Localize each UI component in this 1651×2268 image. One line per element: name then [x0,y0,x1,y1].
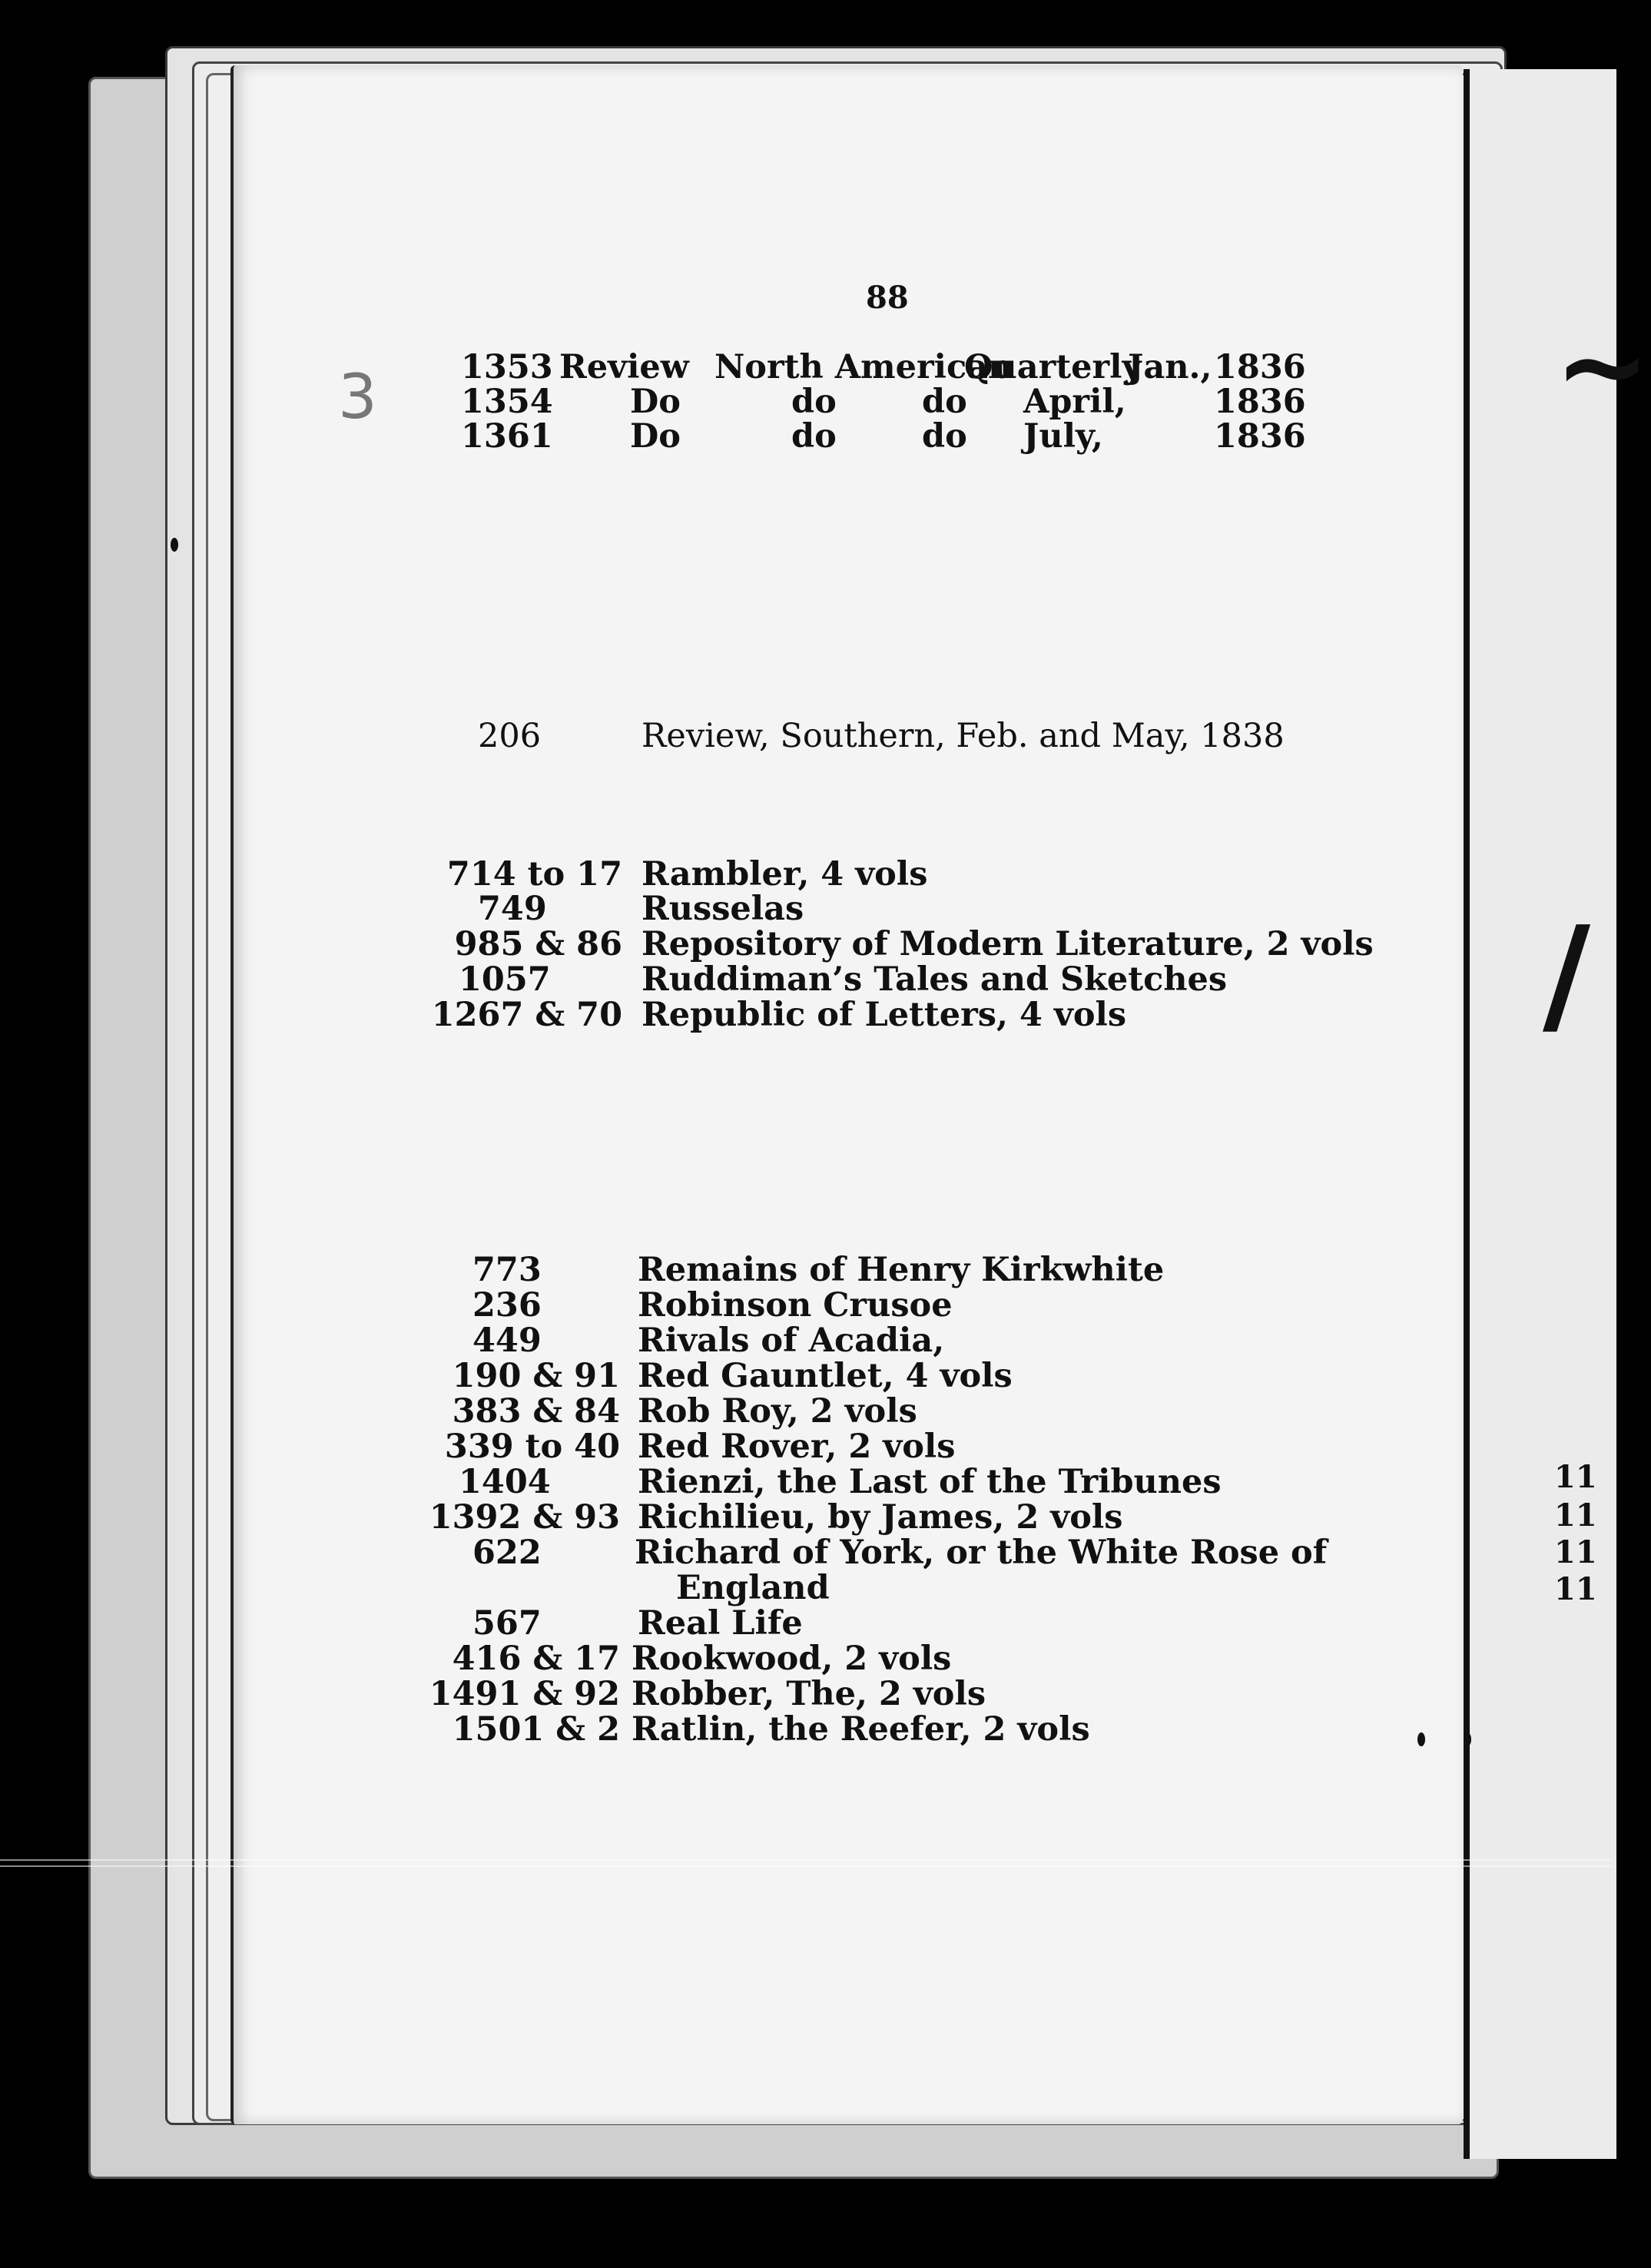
entry-number: 749 [478,890,547,928]
entry-number: 985 & 86 [454,925,622,963]
entry-title: Ratlin, the Reefer, 2 vols [632,1710,1090,1749]
entry-title: Rienzi, the Last of the Tribunes [638,1463,1222,1501]
entry-col-4: April, [1023,383,1126,421]
entry-title: Red Rover, 2 vols [638,1427,956,1466]
entry-title: England [676,1569,830,1607]
entry-number: 1392 & 93 [429,1498,620,1537]
entry-number: 449 [472,1321,542,1360]
scan-artifact [0,1859,1610,1861]
entry-number: 190 & 91 [452,1357,620,1395]
entry-number: 339 to 40 [444,1427,620,1466]
facing-margin-number: 11 [1554,1459,1597,1495]
entry-number: 1404 [459,1463,551,1501]
entry-number: 236 [472,1286,542,1325]
handwritten-mark: / [1543,899,1591,1051]
entry-number: 383 & 84 [452,1392,620,1431]
binding-mark [1417,1732,1425,1746]
entry-title: Remains of Henry Kirkwhite [638,1251,1165,1289]
entry-col-5: 1836 [1214,348,1306,386]
entry-title: Rookwood, 2 vols [632,1640,952,1678]
entry-col-5: 1836 [1214,417,1306,456]
entry-title: Rivals of Acadia, [638,1321,945,1360]
entry-title: Repository of Modern Literature, 2 vols [642,925,1374,963]
entry-number: 1353 [461,348,553,386]
entry-col-1: Do [630,417,681,456]
entry-number: 773 [472,1251,542,1289]
entry-number: 714 to 17 [446,855,622,894]
entry-col-2: do [791,417,837,456]
handwritten-mark: ~ [1554,300,1651,433]
entry-number: 1267 & 70 [431,996,622,1034]
entry-title: Richard of York, or the White Rose of [635,1534,1328,1572]
entry-col-4: July, [1023,417,1103,456]
facing-margin-number: 11 [1554,1534,1597,1570]
entry-number: 1361 [461,417,553,456]
entry-col-2: North American [714,348,1013,386]
entry-number: 1491 & 92 [429,1675,620,1713]
entry-title: Red Gauntlet, 4 vols [638,1357,1013,1395]
entry-title: Russelas [642,890,804,928]
entry-col-1: Do [630,383,681,421]
entry-title: Rob Roy, 2 vols [638,1392,917,1431]
entry-col-3: do [922,417,967,456]
binding-mark [1464,1732,1471,1746]
entry-number: 206 [478,717,542,755]
page-number: 88 [866,280,909,316]
facing-margin-number: 11 [1554,1497,1597,1534]
entry-title: Review, Southern, Feb. and May, 1838 [642,717,1285,755]
entry-title: Republic of Letters, 4 vols [642,996,1127,1034]
entry-col-2: do [791,383,837,421]
facing-margin-number: 11 [1554,1571,1597,1607]
entry-title: Rambler, 4 vols [642,855,928,894]
entry-number: 1057 [459,960,551,999]
entry-col-4: Jan., [1128,348,1212,386]
binding-mark [171,538,178,552]
entry-number: 567 [472,1604,542,1643]
scan-artifact [0,1865,1610,1867]
entry-title: Real Life [638,1604,803,1643]
entry-col-5: 1836 [1214,383,1306,421]
entry-title: Ruddiman’s Tales and Sketches [642,960,1228,999]
entry-title: Robinson Crusoe [638,1286,953,1325]
entry-number: 416 & 17 [452,1640,620,1678]
entry-col-3: Quarterly [964,348,1142,386]
entry-number: 1501 & 2 [452,1710,620,1749]
entry-number: 1354 [461,383,553,421]
entry-title: Richilieu, by James, 2 vols [638,1498,1123,1537]
pencil-mark: 3 [338,361,377,433]
entry-col-3: do [922,383,967,421]
entry-col-1: Review [559,348,689,386]
entry-title: Robber, The, 2 vols [632,1675,986,1713]
entry-number: 622 [472,1534,542,1572]
facing-page [1464,69,1651,2159]
